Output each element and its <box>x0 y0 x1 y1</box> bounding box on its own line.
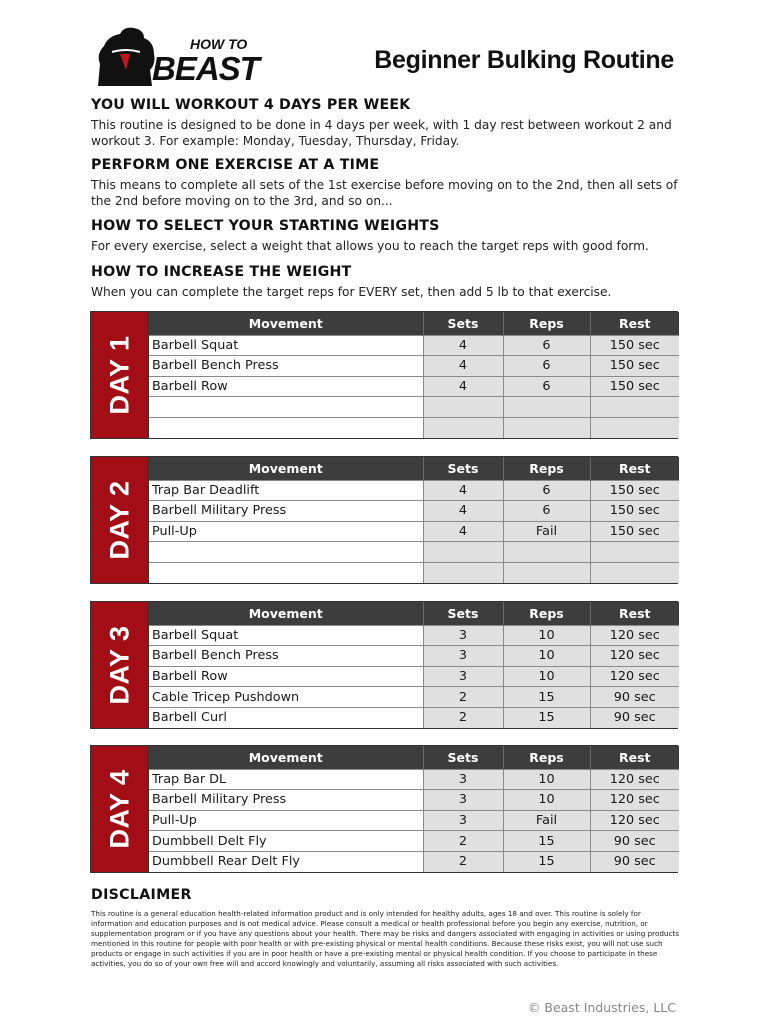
section-heading: HOW TO INCREASE THE WEIGHT <box>91 264 352 280</box>
movement-cell: Barbell Curl <box>149 707 423 728</box>
sets-header: Sets <box>423 312 503 335</box>
section-increase-weight <box>91 264 681 300</box>
rest-cell: 120 sec <box>590 769 679 790</box>
table-header-row <box>149 746 679 769</box>
reps-cell: 6 <box>503 356 590 377</box>
sets-cell: 4 <box>423 335 503 356</box>
section-one-exercise <box>91 157 681 209</box>
sets-cell: 3 <box>423 666 503 687</box>
movement-cell: Barbell Military Press <box>149 790 423 811</box>
rest-header: Rest <box>590 746 679 769</box>
movement-header: Movement <box>149 746 423 769</box>
day-label: DAY 2 <box>104 480 134 560</box>
section-heading: YOU WILL WORKOUT 4 DAYS PER WEEK <box>91 97 411 113</box>
section-body: This routine is designed to be done in 4 days per week, with 1 day rest between workout 2 and workout 3. For example: Monday, Tuesday, Thursday, Friday. <box>91 118 672 148</box>
rest-cell: 150 sec <box>590 376 679 397</box>
day-1-block <box>90 311 678 439</box>
movement-cell: Trap Bar Deadlift <box>149 480 423 501</box>
table-row <box>149 376 679 397</box>
movement-cell: Barbell Row <box>149 376 423 397</box>
table-row <box>149 646 679 667</box>
page-header <box>90 24 680 94</box>
rest-cell: 150 sec <box>590 501 679 522</box>
section-days-per-week <box>91 97 681 149</box>
svg-text:HOW TO: HOW TO <box>190 36 248 52</box>
day-2-block <box>90 456 678 584</box>
rest-header: Rest <box>590 457 679 480</box>
rest-header: Rest <box>590 312 679 335</box>
sets-header: Sets <box>423 602 503 625</box>
table-row <box>149 625 679 646</box>
movement-cell: Cable Tricep Pushdown <box>149 687 423 708</box>
movement-cell: Pull-Up <box>149 810 423 831</box>
disclaimer-body: This routine is a general education health-related information product and is only intended for healthy adults, ages 18 and over. This routine is solely for information and education purposes and is not medical advice. Please consult a medical or health professional before you begin any exercise, nutrition, or supplementation program or if you have any questions about your health. There may be risks and dangers associated with engaging in activities or using products mentioned in this routine for people with poor health or with pre-existing physical or mental health conditions. Because these risks exist, you will not use such products or engage in such activities if you are in poor health or have a pre-existing mental or physical health condition. If you choose to participate in these activities, you do so of your own free will and accord knowingly and voluntarily, assuming all risks associated with such activities. <box>91 909 679 968</box>
reps-header: Reps <box>503 457 590 480</box>
page-title: Beginner Bulking Routine <box>374 46 674 74</box>
day-4-block <box>90 745 678 873</box>
day-3-tab <box>91 602 149 728</box>
movement-cell <box>149 397 423 418</box>
sets-cell <box>423 562 503 583</box>
reps-cell: 15 <box>503 707 590 728</box>
sets-cell: 3 <box>423 646 503 667</box>
reps-cell: Fail <box>503 521 590 542</box>
movement-cell: Barbell Bench Press <box>149 356 423 377</box>
rest-cell: 150 sec <box>590 335 679 356</box>
rest-cell <box>590 397 679 418</box>
day-1-table <box>149 312 679 438</box>
sets-cell: 4 <box>423 356 503 377</box>
reps-cell: 10 <box>503 625 590 646</box>
reps-cell <box>503 397 590 418</box>
table-row <box>149 501 679 522</box>
day-label: DAY 1 <box>104 335 134 415</box>
table-header-row <box>149 457 679 480</box>
day-2-tab <box>91 457 149 583</box>
sets-cell: 3 <box>423 769 503 790</box>
disclaimer-heading: DISCLAIMER <box>91 887 192 903</box>
reps-cell: 10 <box>503 769 590 790</box>
table-row <box>149 521 679 542</box>
movement-cell <box>149 417 423 438</box>
table-header-row <box>149 602 679 625</box>
section-heading: PERFORM ONE EXERCISE AT A TIME <box>91 157 380 173</box>
reps-cell: 6 <box>503 376 590 397</box>
movement-cell: Barbell Squat <box>149 335 423 356</box>
day-4-tab <box>91 746 149 872</box>
table-row <box>149 417 679 438</box>
rest-cell <box>590 562 679 583</box>
day-3-table <box>149 602 679 728</box>
sets-cell: 4 <box>423 501 503 522</box>
table-row <box>149 356 679 377</box>
day-label: DAY 3 <box>104 625 134 705</box>
table-row <box>149 831 679 852</box>
rest-cell: 90 sec <box>590 851 679 872</box>
sets-cell: 2 <box>423 851 503 872</box>
reps-cell <box>503 542 590 563</box>
sets-cell: 2 <box>423 707 503 728</box>
copyright-footer: © Beast Industries, LLC <box>527 1000 676 1015</box>
sets-header: Sets <box>423 746 503 769</box>
rest-cell: 120 sec <box>590 666 679 687</box>
gorilla-logo-icon <box>90 24 280 88</box>
movement-cell: Dumbbell Rear Delt Fly <box>149 851 423 872</box>
table-row <box>149 769 679 790</box>
rest-cell: 120 sec <box>590 625 679 646</box>
section-body: When you can complete the target reps for EVERY set, then add 5 lb to that exercise. <box>91 285 612 299</box>
rest-header: Rest <box>590 602 679 625</box>
sets-cell: 4 <box>423 376 503 397</box>
day-1-tab <box>91 312 149 438</box>
movement-header: Movement <box>149 312 423 335</box>
movement-cell: Barbell Row <box>149 666 423 687</box>
movement-header: Movement <box>149 457 423 480</box>
how-to-beast-logo <box>90 24 280 88</box>
table-row <box>149 666 679 687</box>
reps-cell: 6 <box>503 480 590 501</box>
sets-cell: 3 <box>423 810 503 831</box>
movement-header: Movement <box>149 602 423 625</box>
reps-header: Reps <box>503 746 590 769</box>
table-row <box>149 851 679 872</box>
rest-cell: 150 sec <box>590 480 679 501</box>
section-body: For every exercise, select a weight that allows you to reach the target reps with good form. <box>91 239 649 253</box>
table-row <box>149 810 679 831</box>
sets-cell <box>423 397 503 418</box>
rest-cell: 120 sec <box>590 790 679 811</box>
reps-cell: 6 <box>503 335 590 356</box>
reps-cell: 10 <box>503 646 590 667</box>
table-row <box>149 562 679 583</box>
movement-cell <box>149 562 423 583</box>
movement-cell: Barbell Military Press <box>149 501 423 522</box>
rest-cell: 150 sec <box>590 356 679 377</box>
rest-cell: 150 sec <box>590 521 679 542</box>
reps-cell: 10 <box>503 666 590 687</box>
disclaimer-section <box>91 887 681 969</box>
movement-cell: Trap Bar DL <box>149 769 423 790</box>
table-row <box>149 790 679 811</box>
sets-cell: 4 <box>423 521 503 542</box>
section-body: This means to complete all sets of the 1st exercise before moving on to the 2nd, then all sets of the 2nd before moving on to the 3rd, and so on... <box>91 178 678 208</box>
movement-cell: Barbell Bench Press <box>149 646 423 667</box>
sets-cell: 4 <box>423 480 503 501</box>
sets-cell <box>423 542 503 563</box>
day-4-table <box>149 746 679 872</box>
reps-cell: 15 <box>503 831 590 852</box>
reps-cell: 6 <box>503 501 590 522</box>
rest-cell <box>590 417 679 438</box>
table-row <box>149 397 679 418</box>
rest-cell: 90 sec <box>590 687 679 708</box>
table-row <box>149 687 679 708</box>
reps-cell <box>503 562 590 583</box>
table-row <box>149 480 679 501</box>
table-row <box>149 335 679 356</box>
sets-cell: 2 <box>423 831 503 852</box>
day-label: DAY 4 <box>104 769 134 849</box>
table-row <box>149 707 679 728</box>
rest-cell: 120 sec <box>590 646 679 667</box>
sets-cell <box>423 417 503 438</box>
reps-header: Reps <box>503 312 590 335</box>
reps-cell: 15 <box>503 687 590 708</box>
reps-cell: Fail <box>503 810 590 831</box>
rest-cell <box>590 542 679 563</box>
day-2-table <box>149 457 679 583</box>
sets-cell: 3 <box>423 790 503 811</box>
sets-header: Sets <box>423 457 503 480</box>
sets-cell: 3 <box>423 625 503 646</box>
movement-cell <box>149 542 423 563</box>
reps-cell <box>503 417 590 438</box>
section-starting-weights <box>91 218 681 254</box>
reps-cell: 10 <box>503 790 590 811</box>
movement-cell: Pull-Up <box>149 521 423 542</box>
movement-cell: Dumbbell Delt Fly <box>149 831 423 852</box>
rest-cell: 90 sec <box>590 831 679 852</box>
reps-cell: 15 <box>503 851 590 872</box>
movement-cell: Barbell Squat <box>149 625 423 646</box>
table-header-row <box>149 312 679 335</box>
rest-cell: 120 sec <box>590 810 679 831</box>
table-row <box>149 542 679 563</box>
svg-text:BEAST: BEAST <box>152 50 259 87</box>
day-3-block <box>90 601 678 729</box>
rest-cell: 90 sec <box>590 707 679 728</box>
reps-header: Reps <box>503 602 590 625</box>
section-heading: HOW TO SELECT YOUR STARTING WEIGHTS <box>91 218 440 234</box>
sets-cell: 2 <box>423 687 503 708</box>
